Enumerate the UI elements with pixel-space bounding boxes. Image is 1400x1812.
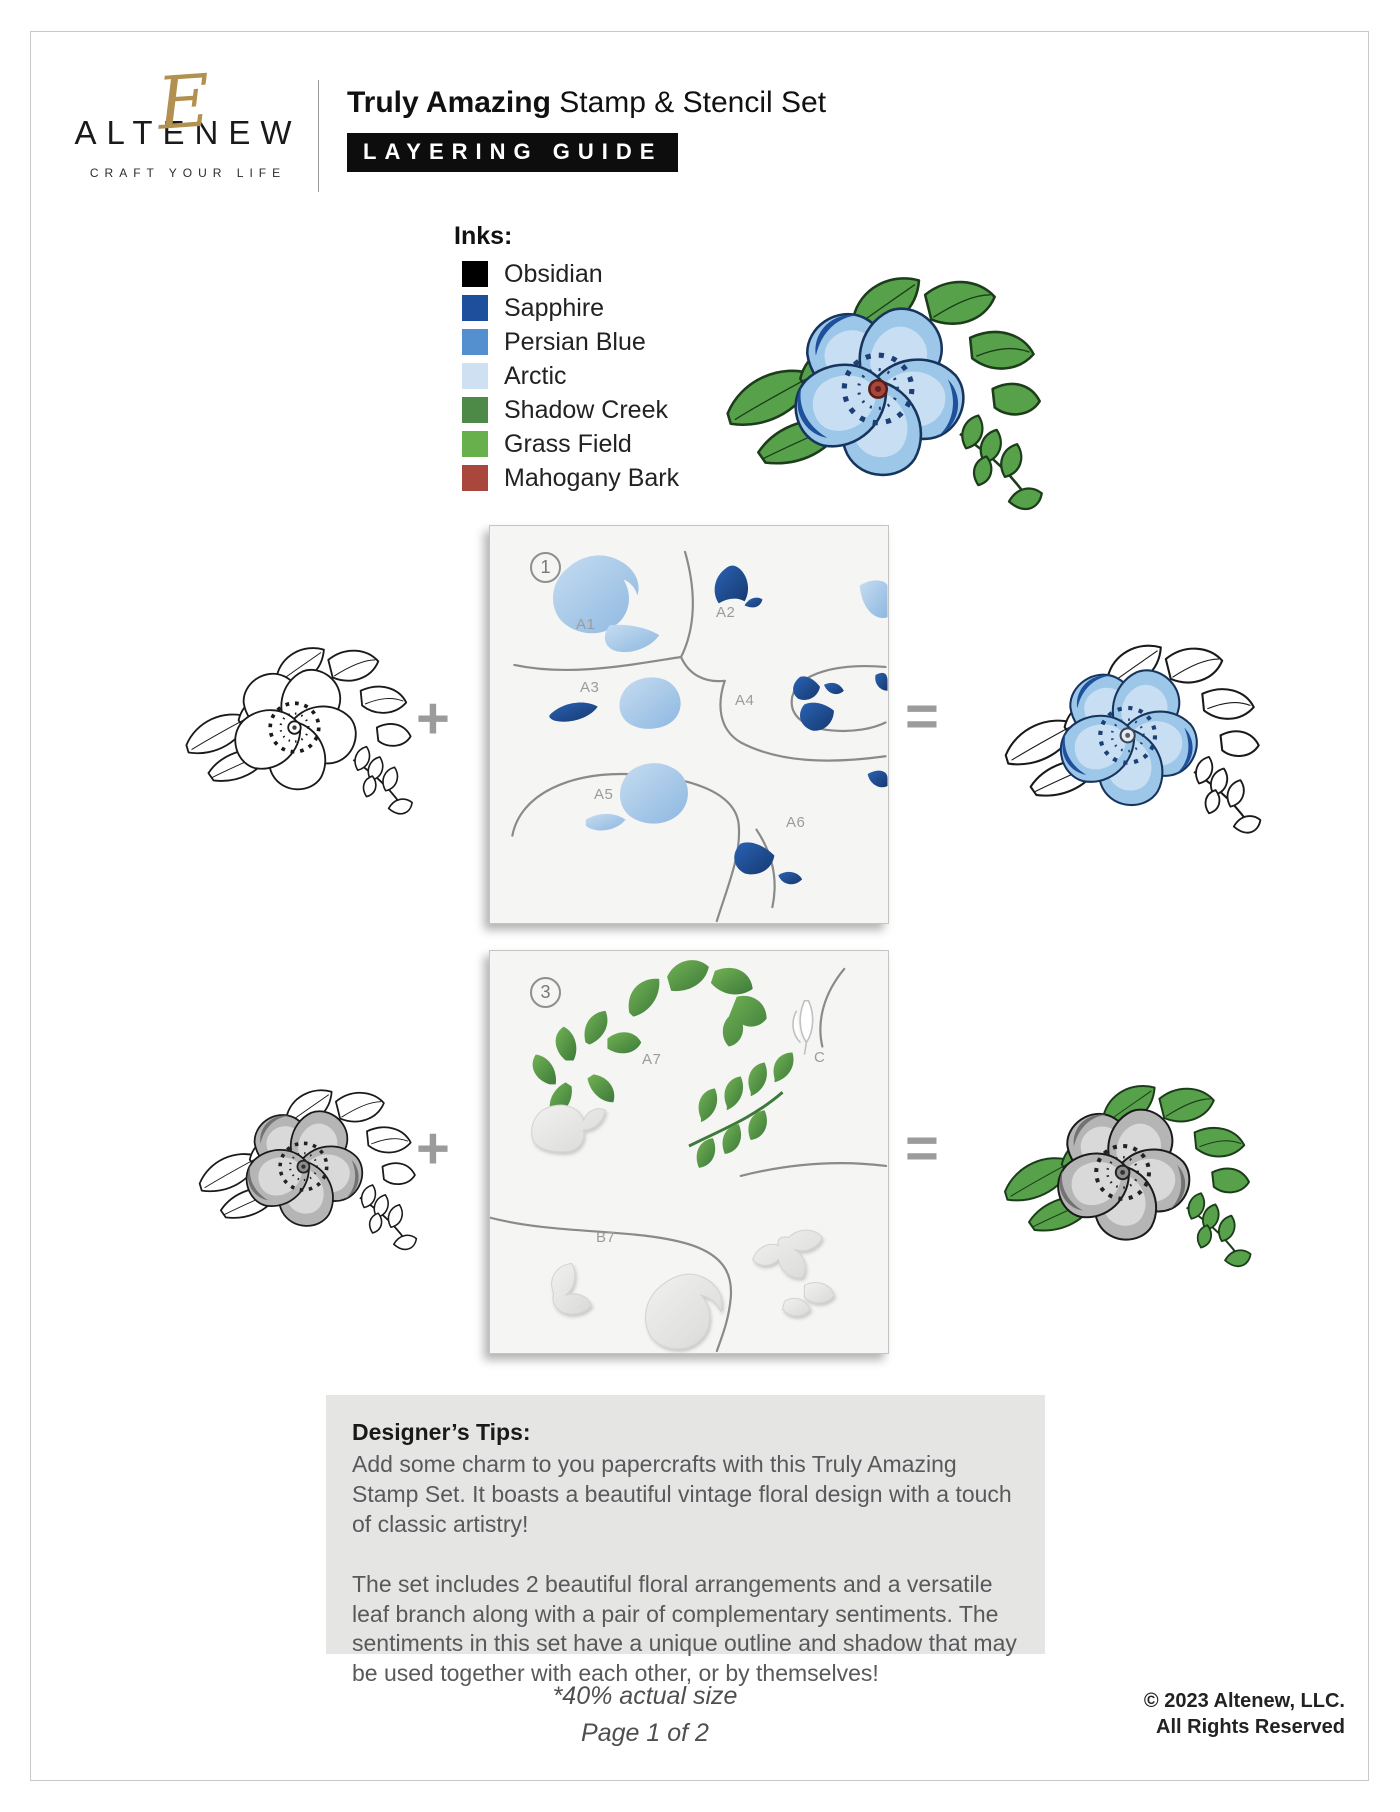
- ink-name: Sapphire: [504, 293, 605, 322]
- ink-name: Persian Blue: [504, 327, 646, 356]
- equals-operator: =: [905, 1116, 939, 1181]
- step2-result-flower: [985, 1068, 1257, 1280]
- stencil-panel-1: [489, 525, 889, 924]
- logo-flourish-icon: E: [154, 58, 213, 146]
- stencil-label: A4: [735, 692, 755, 709]
- page-number: Page 1 of 2: [581, 1719, 709, 1747]
- ink-row: [462, 393, 679, 427]
- stencil-1-number: 1: [530, 552, 561, 583]
- ink-row: [462, 325, 679, 359]
- ink-row: [462, 427, 679, 461]
- stencil-label: B7: [596, 1229, 616, 1246]
- step2-grayscale-stamp: [182, 1066, 422, 1270]
- copyright: © 2023 Altenew, LLC. All Rights Reserved: [1143, 1690, 1345, 1738]
- ink-row: [462, 359, 679, 393]
- step1-outline-stamp: [168, 616, 418, 842]
- ink-swatch: [462, 397, 488, 423]
- stencil-label: C: [814, 1049, 826, 1066]
- stencil-label: A5: [594, 786, 614, 803]
- inks-heading: Inks:: [454, 222, 513, 250]
- stencil-2-art: [490, 951, 888, 1353]
- ink-name: Mahogany Bark: [504, 463, 680, 492]
- stencil-1-art: [490, 526, 888, 923]
- step1-result-flower: [985, 620, 1267, 854]
- tips-heading: Designer’s Tips:: [352, 1419, 531, 1445]
- inks-legend: [454, 222, 679, 495]
- altenew-logo: [62, 58, 314, 180]
- stencil-label: A6: [786, 814, 806, 831]
- hero-flower-illustration: [690, 258, 1062, 524]
- footer-center: [450, 1682, 840, 1748]
- plus-operator: +: [416, 1116, 450, 1181]
- ink-name: Obsidian: [504, 259, 603, 288]
- ink-name: Shadow Creek: [504, 395, 668, 424]
- ink-row: [462, 461, 679, 495]
- ink-name: Arctic: [504, 361, 567, 390]
- ink-row: [462, 257, 679, 291]
- stencil-2-number: 3: [530, 977, 561, 1008]
- ink-row: [462, 291, 679, 325]
- brand-tagline: CRAFT YOUR LIFE: [89, 166, 287, 180]
- ink-swatch: [462, 363, 488, 389]
- plus-operator: +: [416, 686, 450, 751]
- ink-swatch: [462, 329, 488, 355]
- ink-swatch: [462, 431, 488, 457]
- stencil-label: A2: [716, 604, 736, 621]
- page-title: Truly Amazing Stamp & Stencil Set: [347, 86, 827, 119]
- ink-swatch: [462, 295, 488, 321]
- tips-paragraph: Add some charm to you papercrafts with this Truly Amazing Stamp Set. It boasts a beautiful vintage floral design with a touch of classic artistry!: [352, 1451, 1012, 1537]
- brand-name: ALTENEW: [74, 114, 302, 151]
- layering-guide-badge: LAYERING GUIDE: [347, 133, 678, 172]
- stencil-label: A3: [580, 679, 600, 696]
- tips-paragraph: The set includes 2 beautiful floral arrangements and a versatile leaf branch along with a pair of complementary sentiments. The sentiments in this set have a unique outline and shadow that may be used together with each other, or by themselves!: [352, 1570, 1017, 1687]
- ink-swatch: [462, 465, 488, 491]
- ink-swatch: [462, 261, 488, 287]
- ink-name: Grass Field: [504, 429, 632, 458]
- designers-tips-box: [326, 1395, 1045, 1687]
- header-divider: [318, 80, 319, 192]
- equals-operator: =: [905, 684, 939, 749]
- stencil-label: A1: [576, 616, 596, 633]
- stencil-label: A7: [642, 1051, 662, 1068]
- scale-note: *40% actual size: [552, 1682, 738, 1710]
- stencil-panel-2: [489, 950, 889, 1354]
